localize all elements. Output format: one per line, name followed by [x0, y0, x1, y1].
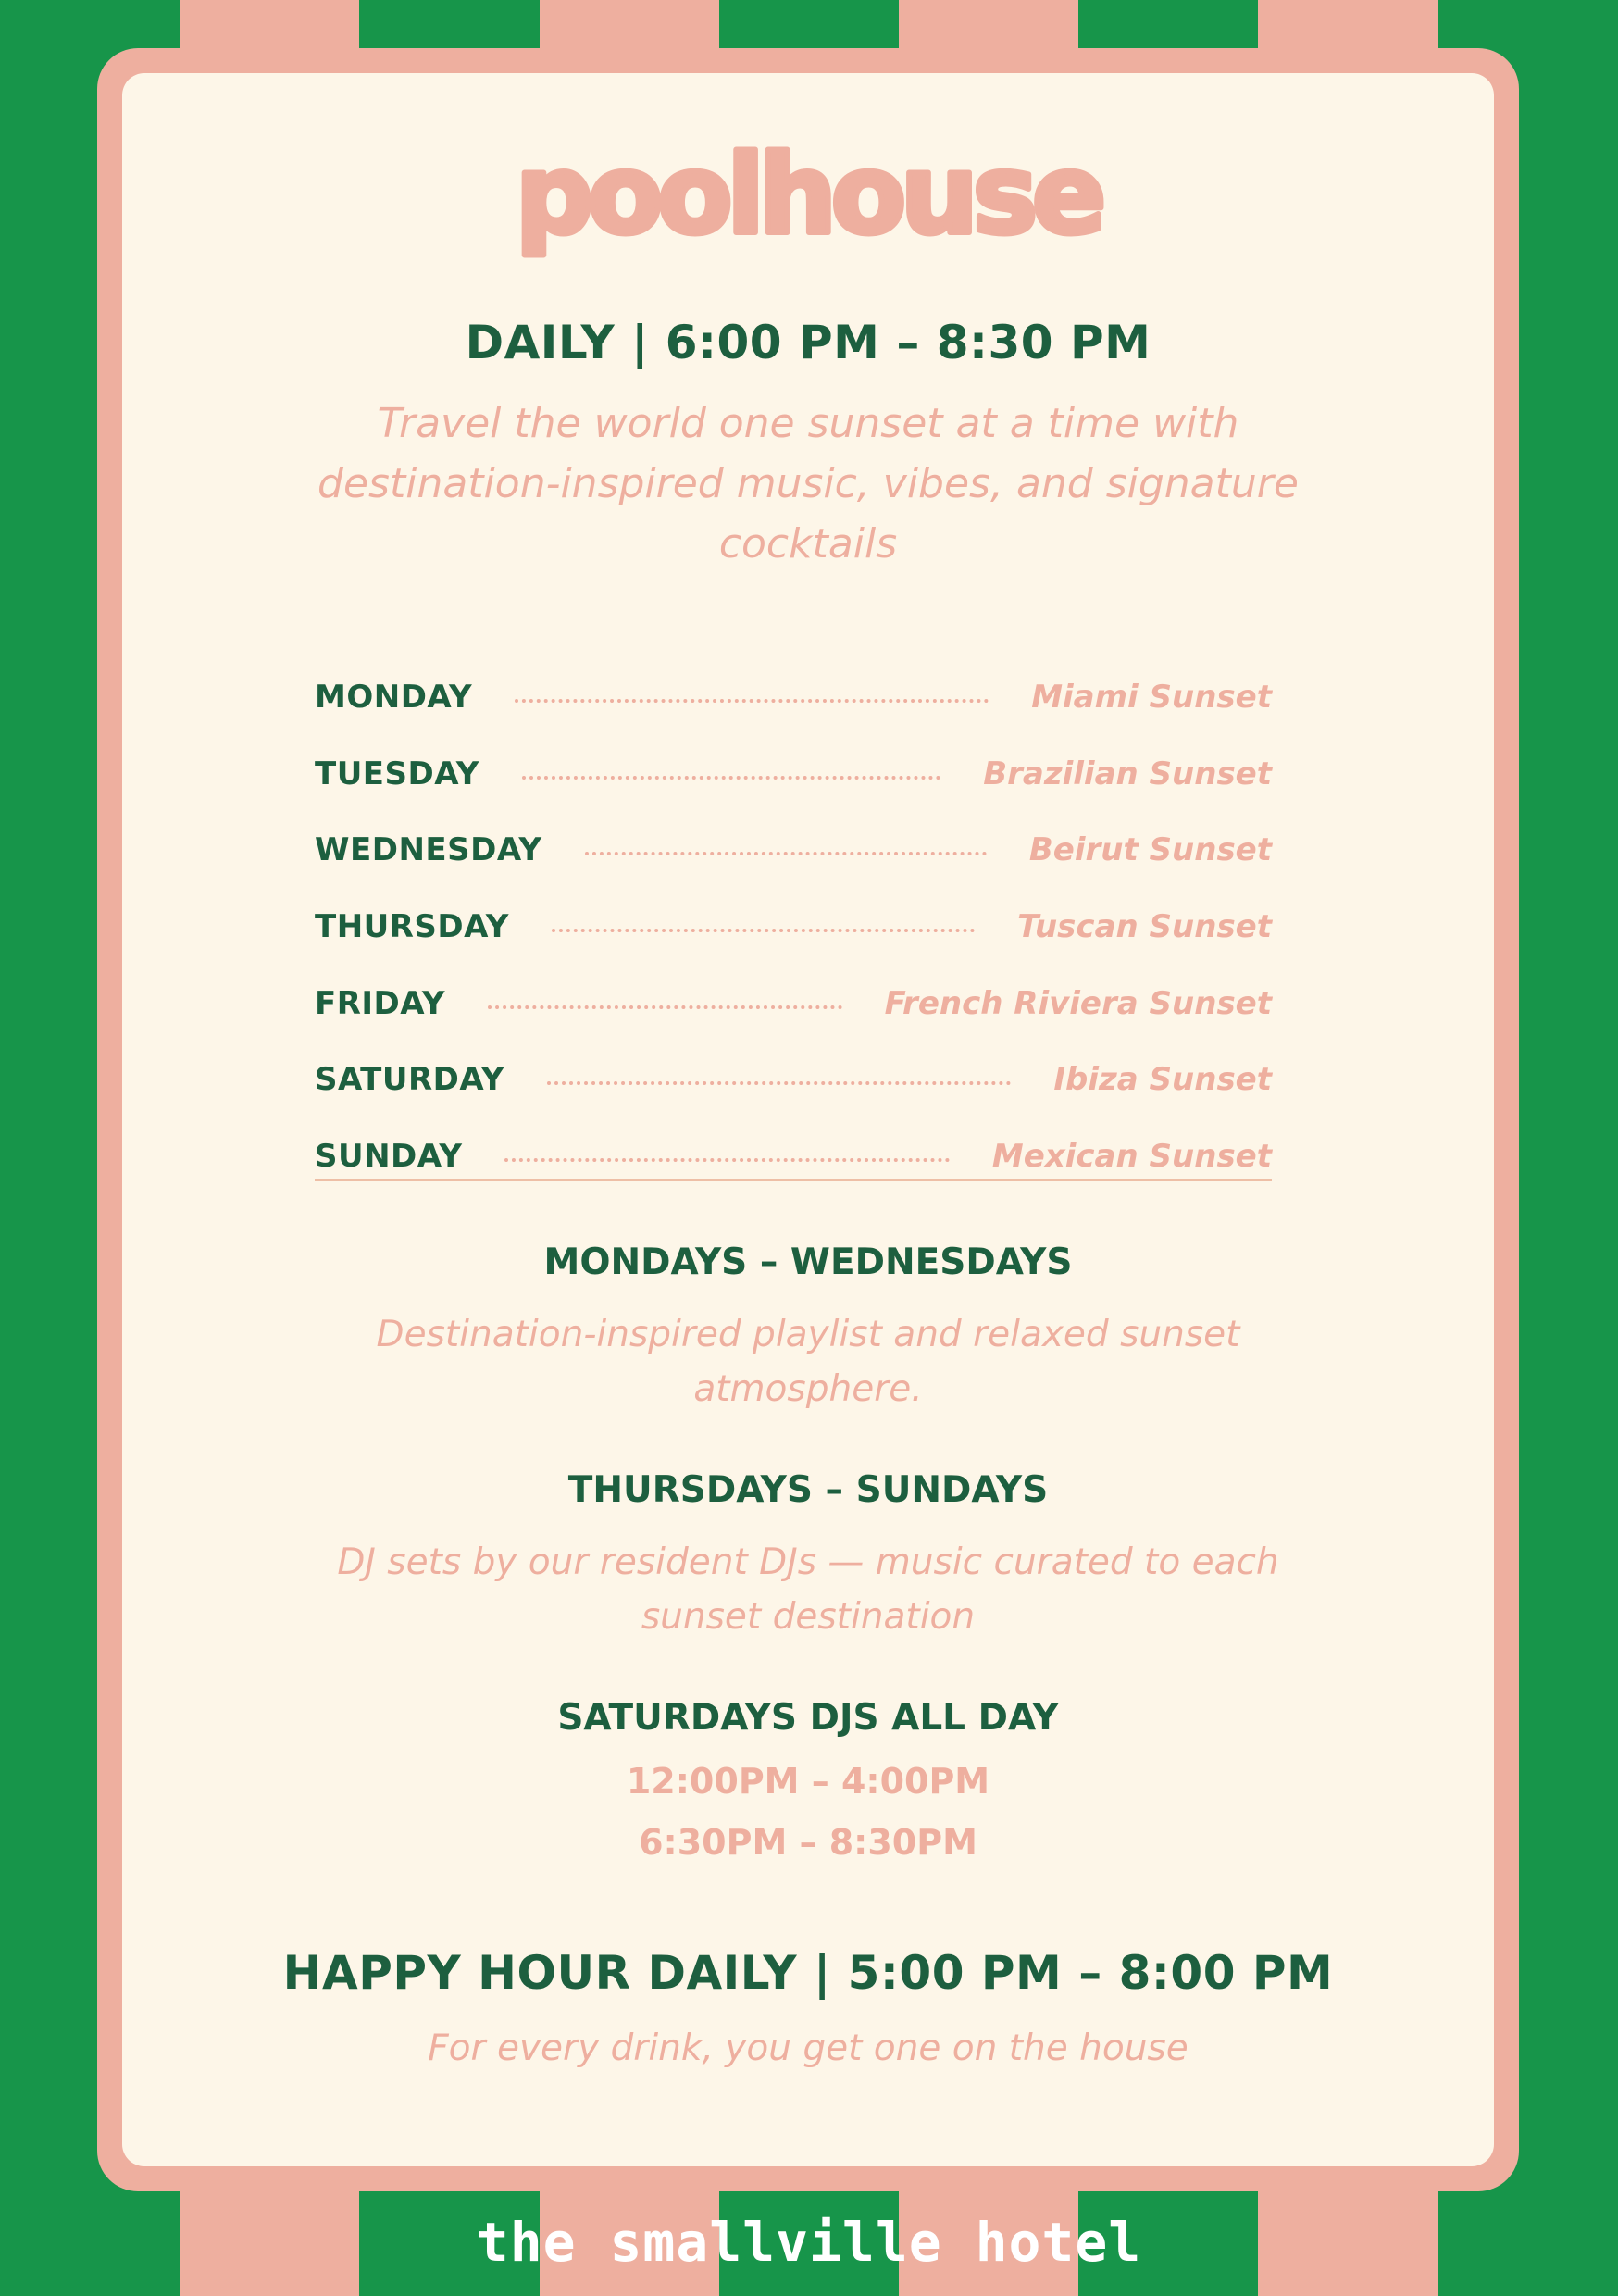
schedule-row-sunday [315, 1118, 1272, 1195]
dotted-leader [522, 776, 940, 780]
background-stripe [1258, 0, 1438, 56]
happy-hour-heading: HAPPY HOUR DAILY | 5:00 PM – 8:00 PM [282, 1946, 1334, 2000]
day-label: WEDNESDAY [315, 831, 542, 869]
dotted-leader [504, 1158, 949, 1162]
mon-wed-heading: MONDAYS – WEDNESDAYS [543, 1242, 1073, 1283]
mon-wed-description [122, 1307, 1494, 1416]
destination-label: Beirut Sunset [1028, 831, 1272, 869]
schedule-row-wednesday [315, 812, 1272, 889]
thu-sun-heading: THURSDAYS – SUNDAYS [567, 1469, 1049, 1511]
day-label: TUESDAY [315, 755, 479, 792]
day-label: SUNDAY [315, 1137, 463, 1175]
description-line: DJ sets by our resident DJs — music curated to each [337, 1541, 1279, 1583]
hotel-name: the smallville hotel [476, 2211, 1142, 2274]
saturdays-heading: SATURDAYS DJS ALL DAY [557, 1697, 1059, 1739]
saturday-dj-times [122, 1751, 1494, 1873]
poolhouse-logo [122, 131, 1494, 269]
destination-label: Miami Sunset [1031, 679, 1272, 717]
dj-time-slot: 12:00PM – 4:00PM [626, 1761, 990, 1802]
divider [315, 1179, 1272, 1181]
dotted-leader [547, 1081, 1011, 1085]
menu-card [122, 73, 1494, 2166]
description-line: atmosphere. [693, 1368, 923, 1410]
svg-text:poolhouse: poolhouse [515, 131, 1101, 258]
dj-time-slot: 6:30PM – 8:30PM [639, 1822, 977, 1863]
thu-sun-description [122, 1535, 1494, 1644]
tagline-line: cocktails [718, 520, 898, 568]
dotted-leader [585, 852, 987, 855]
destination-label: Tuscan Sunset [1017, 908, 1272, 946]
destination-label: Brazilian Sunset [983, 755, 1272, 792]
day-label: MONDAY [315, 679, 473, 717]
tagline [122, 393, 1494, 574]
day-label: SATURDAY [315, 1061, 505, 1099]
happy-hour-description: For every drink, you get one on the house [428, 2028, 1189, 2069]
description-line: Destination-inspired playlist and relaxed sunset [376, 1314, 1240, 1355]
background-stripe [899, 0, 1078, 56]
dotted-leader [515, 699, 989, 703]
schedule-row-monday [315, 659, 1272, 736]
daily-hours-heading: DAILY | 6:00 PM – 8:30 PM [465, 316, 1151, 369]
schedule-row-saturday [315, 1042, 1272, 1118]
destination-label: Mexican Sunset [991, 1137, 1272, 1175]
day-label: THURSDAY [315, 908, 509, 946]
day-label: FRIDAY [315, 984, 445, 1022]
schedule-row-tuesday [315, 736, 1272, 813]
background-stripe [540, 0, 719, 56]
background-stripe [180, 0, 359, 56]
schedule-row-friday [315, 965, 1272, 1042]
tagline-line: Travel the world one sunset at a time with [377, 400, 1239, 447]
schedule-row-thursday [315, 889, 1272, 966]
tagline-line: destination-inspired music, vibes, and signature [317, 460, 1299, 507]
destination-label: Ibiza Sunset [1053, 1061, 1272, 1099]
card-frame [97, 48, 1519, 2191]
sunset-schedule [315, 659, 1272, 1194]
dotted-leader [552, 929, 975, 932]
destination-label: French Riviera Sunset [884, 984, 1272, 1022]
description-line: sunset destination [641, 1596, 976, 1638]
dotted-leader [488, 1005, 842, 1009]
